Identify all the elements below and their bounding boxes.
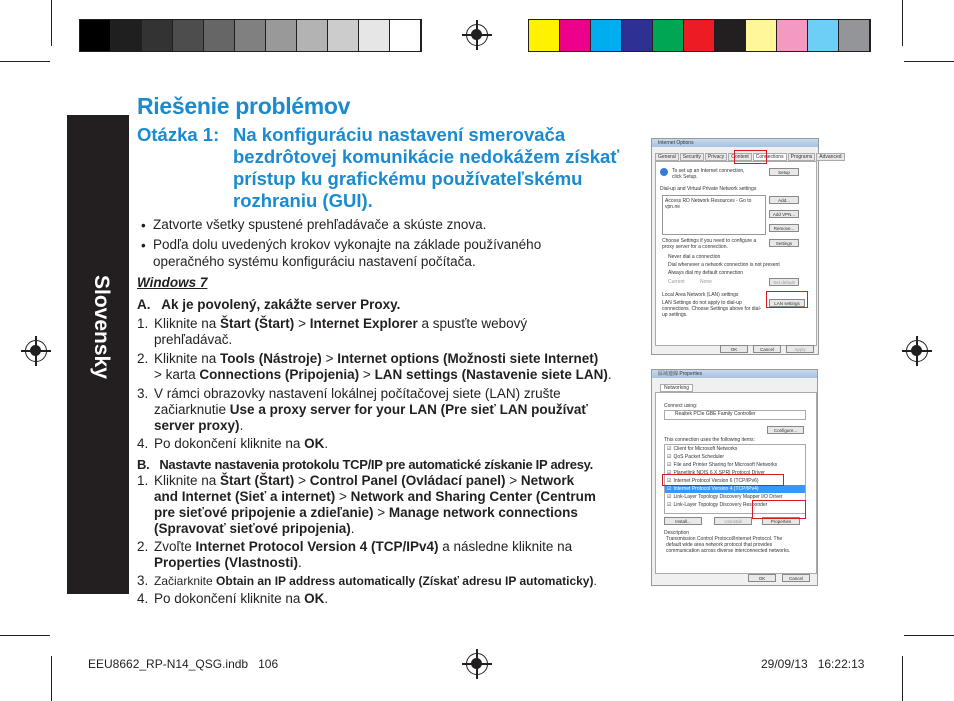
network-item-label: QoS Packet Scheduler [673,454,725,460]
step-number: 4. [137,436,149,451]
question-line: rozhraniu (GUI). [233,190,373,211]
crop-mark [51,656,52,701]
gray-swatch [359,20,390,51]
checkbox-icon: ☑ [667,478,672,484]
description-label: Description [664,530,690,536]
step-segment: prehľadávač. [154,332,233,347]
tab-advanced[interactable]: Advanced [816,153,844,161]
step-segment: . [239,418,244,433]
step-segment: LAN settings (Nastavenie siete LAN) [374,367,608,382]
step-segment: Kliknite na [154,316,221,331]
radio-always[interactable]: Always dial my default connection [668,270,744,276]
internet-options-screenshot [651,138,842,355]
step-segment: Zvoľte [154,539,196,554]
gray-swatch [235,20,266,51]
step-line [154,505,578,521]
step-number: 1. [137,473,149,488]
cancel-button[interactable]: Cancel [782,574,810,582]
step-segment: > [321,351,338,366]
network-item-label: Planetlink NDIS 6.X SPRI Protocol Driver [673,470,765,476]
settings-text: Choose Settings if you need to configure a proxy server for a connection. [662,238,757,250]
network-item[interactable] [665,485,805,493]
step-segment: Štart (Štart) [220,316,295,331]
properties-button[interactable]: Properties [762,517,800,525]
checkbox-icon: ☑ [667,446,672,452]
step-line [154,351,598,367]
bullet-text: Podľa dolu uvedených krokov vykonajte na základe používaného [153,237,542,252]
checkbox-icon: ☑ [667,454,672,460]
highlight-lan-settings [766,291,808,308]
tab-programs[interactable]: Programs [788,153,816,161]
install-button[interactable]: Install... [664,517,702,525]
checkbox-icon: ☑ [667,462,672,468]
checkbox-icon: ☑ [667,494,672,500]
step-line [154,402,588,418]
step-line [154,591,328,607]
step-segment: Properties (Vlastnosti) [154,555,299,570]
cancel-button[interactable]: Cancel [753,345,781,353]
step-segment: Tools (Nástroje) [220,351,322,366]
gray-swatch [111,20,142,51]
add-button[interactable]: Add... [769,196,799,204]
step-segment: Network [520,473,575,488]
dialog-title: Internet Options [652,139,818,147]
tab-general[interactable]: General [655,153,679,161]
step-segment: pre sieťové pripojenie a zdieľanie) [154,505,374,520]
current-label: Current [668,279,685,285]
ok-button[interactable]: OK [720,345,748,353]
os-label: Windows 7 [137,275,208,290]
step-number: 4. [137,591,149,606]
step-segment: V rámci obrazovky nastavení lokálnej počítačovej siete (LAN) zrušte [154,386,561,401]
lan-text: LAN Settings do not apply to dial-up connections. Choose Settings above for dial-up settings. [662,300,762,318]
color-swatch [777,20,808,51]
setup-button[interactable]: Setup [769,168,799,176]
network-item-label: Internet Protocol Version 6 (TCP/IPv6) [673,478,759,484]
gray-swatch [297,20,328,51]
network-item-label: Link-Layer Topology Discovery Mapper I/O Driver [673,494,783,500]
checkbox-icon: ☑ [667,470,672,476]
bullet-icon: • [141,238,146,253]
crop-mark [904,61,954,62]
step-line [154,573,597,589]
bullet-text: operačného systému konfiguráciu nastavení počítača. [153,254,476,269]
step-segment: server proxy) [154,418,240,433]
step-segment: Internet Protocol Version 4 (TCP/IPv4) [195,539,439,554]
step-segment: OK [304,436,325,451]
dialup-label: Dial-up and Virtual Private Network settings [660,186,757,192]
apply-button[interactable]: Apply [786,345,814,353]
network-item[interactable] [665,453,805,461]
tab-content[interactable]: Content [728,153,752,161]
network-item-label: Link-Layer Topology Discovery Responder [673,502,768,508]
section-a-heading: A. Ak je povolený, zakážte server Proxy. [137,297,401,312]
gray-swatch [266,20,297,51]
step-line [154,316,527,332]
adapter-name: Realtek PCIe GBE Family Controller [675,411,756,417]
tab-security[interactable]: Security [680,153,704,161]
page-title: Riešenie problémov [137,93,351,119]
description-text: Transmission Control Protocol/Internet Protocol. The default wide area network protocol that provides communication across diverse interconnected networks. [666,536,791,554]
step-segment: . [607,367,612,382]
language-label: Slovensky [90,275,113,379]
step-segment: Use a proxy server for your LAN (Pre sieť LAN používať [229,402,588,417]
connect-using-label: Connect using: [664,403,698,409]
step-segment: OK [304,591,325,606]
gray-swatch [142,20,173,51]
network-item-label: File and Printer Sharing for Microsoft Networks [673,462,778,468]
step-segment: a následne kliknite na [438,539,573,554]
registration-mark-icon [25,340,47,362]
current-value: None [700,279,712,285]
items-label: This connection uses the following items: [664,437,755,443]
step-segment: Manage network connections [388,505,578,520]
network-item[interactable] [665,445,805,453]
gray-swatch [390,20,421,51]
footer-date: 29/09/13 16:22:13 [761,657,865,671]
tab-connections[interactable]: Connections [753,153,787,161]
gray-swatch [204,20,235,51]
step-segment: (Spravovať sieťové pripojenia) [154,521,351,536]
network-item[interactable] [665,461,805,469]
step-segment: Connections (Pripojenia) [199,367,360,382]
question-line: prístup ku grafickému používateľskému [233,168,583,189]
step-number: 2. [137,351,149,366]
checkbox-icon: ☑ [667,502,672,508]
step-segment: > [335,489,351,504]
color-swatch [808,20,839,51]
step-segment: . [298,555,302,570]
settings-button[interactable]: Settings [769,239,799,247]
bullet-text: Zatvorte všetky spustené prehľadávače a skúste znova. [153,217,487,232]
question-number: Otázka 1: [137,124,220,145]
step-segment: Network and Sharing Center (Centrum [350,489,596,504]
globe-icon [660,168,668,176]
color-swatch [653,20,684,51]
color-swatch [684,20,715,51]
color-swatch [560,20,591,51]
uninstall-button[interactable]: Uninstall [714,517,752,525]
crop-mark [0,61,50,62]
step-segment: . [324,436,329,451]
lan-settings-button[interactable]: LAN settings [769,299,805,307]
highlight-properties-button [752,500,806,519]
step-segment: Začiarknite [154,574,217,588]
step-line [154,539,572,555]
language-side-tab [67,115,129,594]
lan-label: Local Area Network (LAN) settings [662,292,739,298]
step-segment: Po dokončení kliknite na [154,436,305,451]
registration-mark-icon [466,24,488,46]
step-number: 3. [137,573,149,588]
network-item-label: Client for Microsoft Networks [673,446,738,452]
step-segment: Štart (Štart) [220,473,295,488]
crop-mark [902,0,903,46]
remove-button[interactable]: Remove... [769,224,799,232]
step-line [154,489,596,505]
step-segment: . [593,574,597,588]
step-line [154,521,355,537]
crop-mark [51,0,52,46]
tab-networking[interactable]: Networking [660,384,693,392]
section-b-heading: B. Nastavte nastavenia protokolu TCP/IP pre automatické získanie IP adresy. [137,457,593,472]
bullet-icon: • [141,218,146,233]
set-default-button[interactable]: Set default [769,278,799,286]
radio-never[interactable]: Never dial a connection [668,254,721,260]
step-segment: a spusťte webový [417,316,528,331]
step-segment: . [324,591,329,606]
crop-mark [904,635,954,636]
color-swatch [715,20,746,51]
grayscale-bar [79,19,422,52]
step-line [154,386,561,402]
registration-mark-icon [906,340,928,362]
tab-privacy[interactable]: Privacy [705,153,727,161]
step-number: 3. [137,386,149,401]
gray-swatch [328,20,359,51]
crop-mark [0,635,50,636]
step-segment: Control Panel (Ovládací panel) [309,473,506,488]
step-number: 2. [137,539,149,554]
dialog-title: 區域連線 Properties [652,370,817,378]
highlight-connections-tab [734,150,767,164]
step-line [154,555,302,571]
color-swatch [839,20,870,51]
vpn-item[interactable]: Access RD Network Resources - Go to vpn.ne [665,198,752,210]
gray-swatch [173,20,204,51]
question-text [233,124,663,212]
step-line [154,473,574,489]
question-line: Na konfiguráciu nastavení smerovača [233,124,566,145]
crop-mark [902,656,903,701]
footer-file: EEU8662_RP-N14_QSG.indb 106 [88,657,279,671]
step-segment: > [505,473,521,488]
step-line [154,436,328,452]
setup-text: To set up an Internet connection, click Setup. [672,168,745,180]
step-segment: Kliknite na [154,473,221,488]
color-swatch [622,20,653,51]
color-bar [528,19,871,52]
step-number: 1. [137,316,149,331]
color-swatch [746,20,777,51]
configure-button[interactable]: Configure... [767,426,804,434]
highlight-ipv4-item [662,474,784,486]
step-segment: and Internet (Sieť a internet) [154,489,336,504]
step-line [154,367,612,383]
step-segment: Internet Explorer [309,316,418,331]
gray-swatch [80,20,111,51]
step-line [154,418,243,434]
color-swatch [529,20,560,51]
checkbox-icon: ☑ [667,486,672,492]
step-line [154,332,232,348]
add-vpn-button[interactable]: Add VPN... [769,210,799,218]
step-segment: . [350,521,355,536]
question-line: bezdrôtovej komunikácie nedokážem získať [233,146,620,167]
step-segment: > [359,367,375,382]
color-swatch [591,20,622,51]
step-segment: Kliknite na [154,351,221,366]
step-segment: > [294,473,310,488]
network-item-label: Internet Protocol Version 4 (TCP/IPv4) [673,486,759,492]
radio-dial-whenever[interactable]: Dial whenever a network connection is not present [668,262,780,268]
step-segment: začiarknutie [154,402,230,417]
step-segment: Obtain an IP address automatically (Získať adresu IP automaticky) [216,574,594,588]
step-segment: > karta [154,367,200,382]
step-segment: Po dokončení kliknite na [154,591,305,606]
registration-mark-icon [466,653,488,675]
step-segment: > [373,505,389,520]
step-segment: > [294,316,310,331]
ok-button[interactable]: OK [748,574,776,582]
step-segment: Internet options (Možnosti siete Internet) [337,351,599,366]
